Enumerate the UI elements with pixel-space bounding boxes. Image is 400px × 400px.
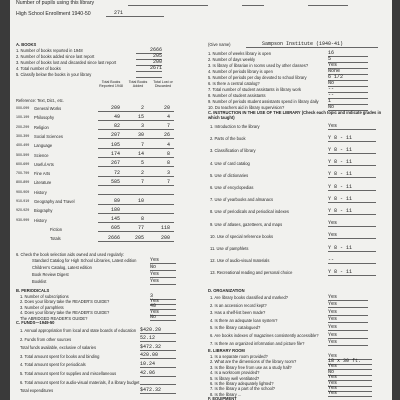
aid-value: Yes	[150, 256, 160, 263]
instruction-item-line	[328, 263, 376, 264]
service-item-value: No	[328, 79, 335, 86]
class-code: 400-499	[16, 143, 30, 148]
class-row-line	[98, 222, 174, 223]
room-item-label: 5. Is library well ventilated?	[210, 375, 260, 381]
class-code: 930-999	[16, 217, 30, 222]
organization-item-label: 7. Is there an organized information and picture file?	[210, 340, 305, 346]
organization-item-label: 4. Is there an adequate loan system?	[210, 317, 278, 323]
instruction-item-label: 9. Use of atlases, gazetteers, and maps	[210, 221, 283, 227]
class-label: History	[34, 189, 47, 195]
institution-label: (Give name)	[208, 42, 231, 47]
room-item-value: Yes	[328, 384, 338, 391]
aid-label: Book Review Digest	[32, 272, 69, 277]
room-item-value: Yes	[328, 352, 338, 359]
organization-item-value: Yes	[328, 339, 338, 346]
books-item-value: 200	[152, 58, 162, 65]
organization-item-label: 3. Has a shelf-list been made?	[210, 310, 266, 316]
lost-value: 7	[166, 123, 170, 130]
header-line-2: High School Enrollment 1940-50	[16, 11, 91, 17]
instruction-item-line	[328, 226, 376, 227]
organization-item-value: Yes	[328, 316, 338, 323]
instruction-item-label: 2. Parts of the book	[210, 136, 246, 142]
room-item-value: No	[328, 368, 335, 375]
class-label: Fine Arts	[34, 171, 51, 177]
class-code: 700-799	[16, 171, 30, 176]
added-value: 30	[137, 132, 144, 139]
class-label: Totals	[50, 236, 61, 242]
room-item-line	[328, 396, 372, 397]
class-row-line	[98, 148, 174, 149]
class-row-line	[98, 194, 174, 195]
instruction-item-label: 13. Recreational reading and personal choice	[210, 270, 293, 276]
service-item-label: 7. Total number of student assistants in library work	[208, 87, 301, 92]
service-item-value: Yes	[328, 61, 338, 68]
instruction-item-line	[328, 275, 376, 276]
room-item-value: Yes	[328, 379, 338, 386]
service-item-value: None	[328, 67, 341, 74]
instruction-item-label: 12. Use of audio-visual materials	[210, 258, 270, 264]
instruction-item-line	[328, 153, 376, 154]
fund-label: 5. Total amount spent for supplies and miscellaneous	[20, 371, 117, 376]
class-row-line	[98, 157, 174, 158]
books-item-value: 2666	[149, 46, 162, 53]
fund-value: 420.00	[140, 352, 159, 359]
reported-value: 145	[110, 216, 120, 223]
periodical-label: 3. Number of pamphlets	[20, 304, 64, 310]
instruction-item-line	[328, 202, 376, 203]
class-row-line	[98, 185, 174, 186]
books-item-label: 4. Total number of books	[16, 66, 61, 71]
aid-value: Yes	[150, 270, 160, 277]
class-code: 200-299	[16, 124, 30, 129]
survey-form-page	[10, 0, 392, 400]
organization-item-line	[328, 307, 368, 308]
fund-line	[140, 358, 176, 359]
class-row-line	[98, 204, 174, 205]
reported-value: 605	[110, 225, 120, 232]
service-item-value: --	[328, 85, 335, 92]
room-item-label: 3. Is the library free from use as a study hall?	[210, 364, 292, 370]
books-item-label: 1. Number of books reported in 1948	[16, 48, 83, 53]
lost-value: 8	[166, 160, 170, 167]
added-value: 77	[137, 225, 144, 232]
organization-item-label: 1. Are library books classified and marked?	[210, 295, 289, 300]
section-a-title: A. BOOKS	[16, 42, 37, 47]
lost-value: 8	[166, 151, 170, 157]
service-item-label: 1. Number of weeks library is open	[208, 51, 272, 56]
class-row-line	[98, 213, 174, 214]
periodical-label: 2. Does your library take the READER'S GUIDE?	[20, 299, 110, 305]
lost-value: 20	[163, 104, 170, 111]
header-line-1-blank	[128, 5, 208, 6]
periodical-line	[150, 320, 176, 321]
class-code: 920-929	[16, 208, 30, 213]
class-code: 100-199	[16, 115, 30, 120]
instruction-item-line	[328, 165, 376, 166]
aid-value: No	[150, 263, 157, 270]
organization-item-line	[328, 345, 368, 346]
periodical-label: The ABRIDGED READER'S GUIDE?	[20, 315, 88, 321]
books-item-line	[136, 71, 162, 72]
lost-value: 3	[166, 169, 170, 176]
class-row-line	[98, 166, 174, 167]
reported-value: 585	[110, 178, 120, 185]
organization-item-value: Yes	[328, 331, 338, 338]
room-item-label: 6. Is the library adequately lighted?	[210, 381, 274, 386]
organization-item-value: Yes	[328, 323, 338, 330]
class-label: Language	[34, 143, 53, 149]
instruction-item-label: 4. Use of card catalog	[210, 160, 250, 166]
added-value: 10	[137, 197, 144, 204]
class-label: History	[34, 217, 47, 223]
class-code: 900-909	[16, 189, 30, 194]
added-value: 15	[137, 113, 144, 120]
fund-label: 1. Annual appropriation from local and state boards of education	[20, 328, 137, 333]
service-item-value: 6 1/2	[328, 73, 344, 80]
class-row-line	[98, 129, 174, 130]
service-item-value: 1	[328, 97, 332, 104]
col-lost: Total Lost or Discarded	[153, 80, 173, 89]
aid-label: Children's Catalog, Latest edition	[32, 265, 92, 270]
instruction-item-line	[328, 214, 376, 215]
class-row-line	[98, 111, 174, 112]
added-value: 3	[140, 123, 144, 130]
class-row-line	[98, 138, 174, 139]
fund-value: $420.20	[140, 326, 162, 333]
fund-label: Total expenditures	[20, 388, 54, 394]
books-item-label: 5. Classify below the books in your library	[16, 72, 92, 77]
books-item-value: 2671	[149, 64, 162, 71]
books-item-label: 2. Number of books added since last report	[16, 54, 95, 59]
service-item-value: 5	[328, 55, 332, 62]
reported-value: 49	[113, 113, 120, 120]
reported-value: 174	[110, 151, 120, 157]
instruction-item-line	[328, 177, 376, 178]
added-value: 5	[140, 160, 144, 167]
instruction-item-value: Y 8 - 11	[328, 244, 353, 251]
periodical-label: 4. Does your library take the READER'S GUIDE?	[20, 310, 110, 316]
fund-line	[140, 376, 176, 377]
instruction-item-value: --	[328, 256, 335, 263]
fund-value: 52.12	[140, 335, 156, 342]
periodical-value: 40	[150, 303, 157, 310]
instruction-item-line	[328, 129, 376, 130]
instruction-item-line	[328, 141, 376, 142]
organization-item-value: Yes	[328, 301, 338, 308]
instruction-item-value: Y 8 - 11	[328, 183, 353, 190]
aid-value: Yes	[150, 277, 160, 284]
col-added: Total Books Added	[128, 80, 148, 89]
reported-value: 72	[113, 169, 120, 176]
books-item-line	[136, 77, 162, 78]
header-line-1: Number of pupils using this library	[16, 0, 95, 6]
instruction-item-label: 1. Introduction to the library	[210, 124, 260, 129]
organization-item-label: 6. Are books indexes of magazines consistently accessible?	[210, 333, 319, 338]
class-label: Useful Arts	[34, 161, 54, 167]
instruction-item-value: Y 8 - 11	[328, 171, 353, 178]
instruction-item-value: Y 8 - 11	[328, 146, 353, 153]
fund-label: 6. Total amount spent for audio-visual materials, if a library budget	[20, 379, 140, 385]
fund-value: 10.24	[140, 360, 156, 367]
class-code: 000-099	[16, 106, 30, 110]
service-item-label: 4. Number of periods library is open	[208, 69, 273, 74]
organization-item-line	[328, 330, 368, 331]
room-item-label: 8. Is the library ...	[210, 391, 242, 397]
service-item-label: 8. Number of student assistants	[208, 93, 266, 98]
lost-value: 118	[160, 225, 170, 232]
reported-value: 89	[113, 197, 120, 204]
class-row-line	[98, 120, 174, 121]
service-item-label: 6. Is there a central catalog?	[208, 81, 260, 86]
fund-label: 4. Total amount spent for periodicals	[20, 362, 86, 368]
periodical-value: Yes	[150, 297, 160, 304]
service-item-label: 9. Number of periods student assistants spend in library daily	[208, 99, 319, 104]
aid-line	[150, 284, 176, 285]
room-item-label: 7. Is the library a part of the school?	[210, 386, 276, 392]
fund-label: Total funds available, exclusive of salaries	[20, 345, 97, 351]
class-label: Literature	[34, 180, 52, 186]
room-item-label: 1. Is a separate room provided?	[210, 354, 268, 359]
reported-value: 2666	[107, 234, 120, 241]
class-row-line	[98, 176, 174, 177]
class-label: Social Sciences	[34, 133, 63, 139]
room-item-label: 4. Is a workroom provided?	[210, 370, 260, 376]
room-item-value: Yes	[328, 390, 338, 397]
organization-title: D. ORGANIZATION	[208, 288, 245, 293]
service-item-value: 16	[328, 49, 335, 56]
periodical-value: 3	[150, 292, 154, 299]
service-item-label: 10. Do teachers aid in library supervision?	[208, 105, 285, 110]
service-item-label: 5. Number of periods per day devoted to school library	[208, 75, 307, 80]
class-code: 910-919	[16, 199, 30, 203]
instruction-item-label: 5. Use of dictionaries	[210, 172, 249, 178]
class-code: 600-699	[16, 161, 30, 166]
reported-value: 209	[110, 104, 120, 111]
reported-value: 180	[110, 206, 120, 213]
lost-value: 4	[166, 113, 170, 120]
instruction-item-value: Y 8 - 11	[328, 134, 353, 141]
section-c-title: C. FUNDS—1949-50	[16, 320, 55, 325]
class-label: Religion	[34, 124, 49, 130]
periodical-value: Yes	[150, 308, 160, 315]
added-value: 2	[140, 104, 144, 111]
organization-item-label: 2. Is an accession record kept?	[210, 302, 267, 308]
instruction-item-label: 8. Use of periodicals and periodical indexes	[210, 209, 289, 215]
class-code: 800-899	[16, 180, 30, 185]
item-6-label: 6. Check the book selection aids owned and used regularly:	[16, 252, 125, 257]
instruction-item-line	[328, 251, 376, 252]
added-value: 8	[140, 216, 144, 223]
lost-value: 4	[166, 141, 170, 148]
class-label: Geography and Travel	[34, 199, 75, 204]
books-item-value: 205	[152, 52, 162, 59]
room-item-label: 2. What are the dimensions of the library room?	[210, 359, 297, 365]
class-code: 300-399	[16, 133, 30, 138]
section-b-title: B. PERIODICALS	[16, 288, 50, 293]
instruction-item-value: Yes	[328, 122, 338, 129]
fund-line	[140, 393, 176, 394]
instruction-item-label: 3. Classification of library	[210, 148, 256, 154]
instruction-item-line	[328, 238, 376, 239]
class-label: Fiction	[50, 226, 63, 232]
room-item-value: Yes	[328, 374, 338, 381]
fund-line	[140, 367, 176, 368]
lost-value: 26	[163, 132, 170, 139]
fund-line	[140, 341, 176, 342]
instruction-item-value: Y 8 - 11	[328, 159, 353, 166]
room-item-value: Yes	[328, 363, 338, 370]
added-value: 205	[134, 234, 144, 241]
reported-value: 267	[110, 160, 120, 167]
periodical-label: 1. Number of subscriptions	[20, 294, 69, 299]
added-value: 2	[140, 169, 144, 176]
added-value: 14	[137, 151, 144, 157]
instruction-item-label: 7. Use of yearbooks and almanacs	[210, 197, 274, 203]
lost-value: 200	[160, 234, 170, 241]
added-value: 7	[140, 141, 144, 148]
class-label: General Works	[34, 106, 62, 111]
enrollment-value: 271	[114, 10, 124, 16]
service-item-label: 2. Number of days weekly	[208, 57, 256, 62]
instruction-item-label: 11. Use of pamphlets	[210, 246, 249, 251]
class-row-line	[98, 231, 174, 232]
added-value: 7	[140, 178, 144, 185]
equipment-title: F. EQUIPMENT	[208, 396, 237, 400]
instruction-item-value: Y 8 - 11	[328, 195, 353, 202]
fund-value: $472.32	[140, 386, 162, 393]
service-item-value: --	[328, 91, 335, 98]
instruction-item-value: Y 8 - 11	[328, 268, 353, 275]
books-item-label: 3. Number of books lost and discarded since last report	[16, 60, 117, 65]
organization-item-value: Yes	[328, 293, 338, 300]
library-room-title: E. LIBRARY ROOM	[208, 348, 245, 353]
instruction-item-line	[328, 190, 376, 191]
instruction-item-value: Yes	[328, 232, 338, 239]
fund-line	[140, 384, 176, 385]
aid-label: Standard Catalog for High School Libraries, Latest edition	[32, 258, 137, 263]
service-item-label: 3. Is library of librarian in rooms used by other classes?	[208, 63, 309, 68]
fund-label: 3. Total amount spent for books and binding	[20, 353, 100, 359]
class-code: 500-599	[16, 152, 30, 157]
institution-value: Sampson Institute (1940-41)	[262, 41, 344, 47]
instruction-item-value: Y 8 - 11	[328, 207, 353, 214]
fund-value: $472.32	[140, 343, 162, 350]
reported-value: 82	[113, 123, 120, 130]
reported-value: 105	[110, 141, 120, 148]
instruction-item-value: Yes	[328, 220, 338, 227]
service-item-value: No	[328, 103, 335, 110]
organization-item-value: Yes	[328, 308, 338, 315]
class-row-line	[98, 241, 174, 242]
col-reported: Total Books Reported 1948	[99, 80, 123, 89]
reported-value: 207	[110, 132, 120, 139]
organization-item-label: 5. Is the library catalogued?	[210, 325, 261, 331]
reference-note: Reference: Text, Dict., etc.	[16, 98, 64, 103]
instruction-title: C. INSTRUCTION IN THE USE OF THE LIBRARY (Check each topic and indicate grades in which taught)	[208, 110, 382, 120]
class-label: Science	[34, 152, 49, 158]
aid-label: Booklist	[32, 279, 47, 284]
fund-label: 2. Funds from other sources	[20, 336, 72, 342]
instruction-item-label: 10. Use of special reference books	[210, 233, 274, 239]
fund-value: 42.06	[140, 369, 156, 376]
instruction-item-label: 6. Use of encyclopedias	[210, 185, 254, 190]
fund-line	[140, 350, 176, 351]
lost-value: 7	[166, 178, 170, 185]
periodical-value: No	[150, 314, 157, 321]
fund-line	[140, 333, 176, 334]
room-item-value: 18 x 30 ft.	[328, 357, 362, 364]
class-label: Biography	[34, 208, 53, 214]
class-label: Philosophy	[34, 115, 55, 121]
